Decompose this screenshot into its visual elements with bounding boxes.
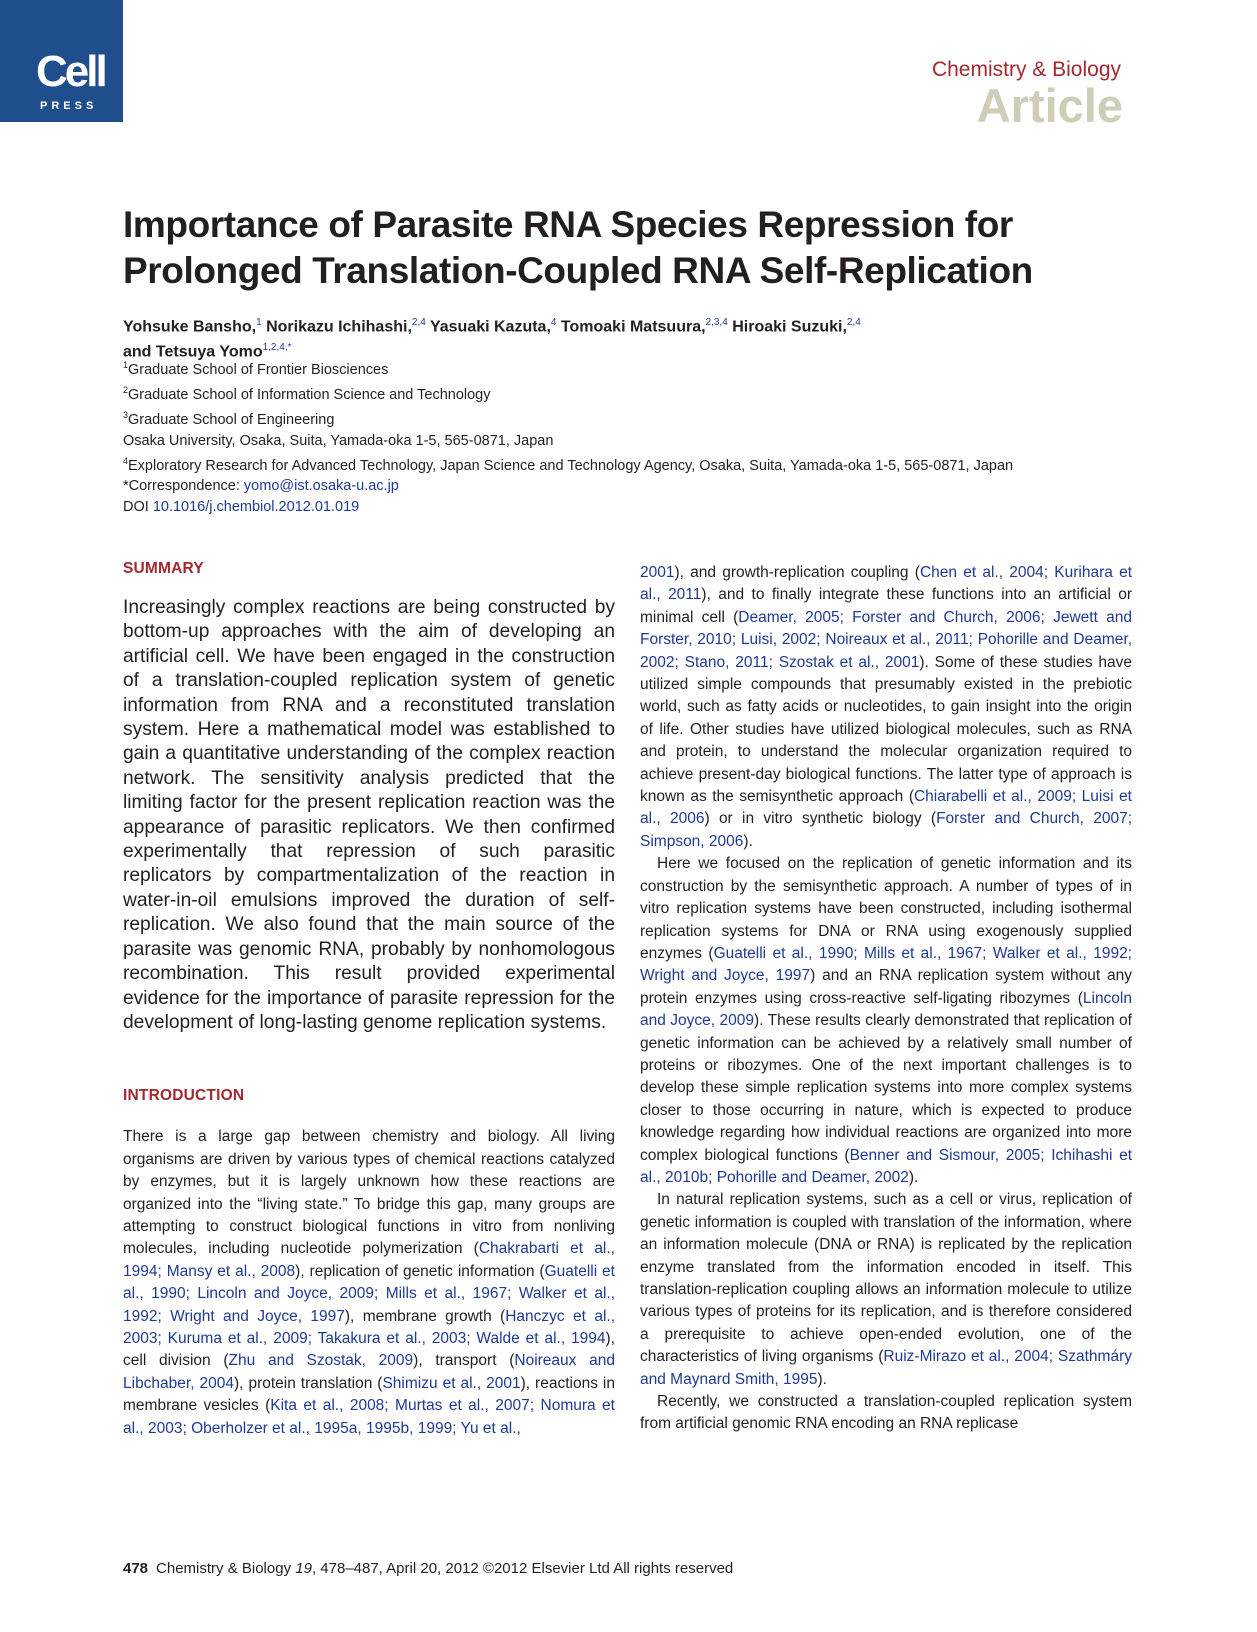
author-name: Yohsuke Bansho,	[123, 318, 257, 336]
journal-name: Chemistry & Biology	[931, 58, 1121, 81]
footer-volume: 19	[295, 1560, 312, 1577]
body-text: ).	[743, 832, 753, 850]
body-text: ), transport (	[413, 1352, 515, 1370]
body-text: In natural replication systems, such as a cell or virus, replication of genetic information is coupled with translation of the information, where an information molecule (DNA or RNA) is replicated by the replication enzyme translated from the information encoded in itself. This translation-replication coupling allows an information molecule to utilize various types of proteins for its replication, and is therefore considered a prerequisite to achieve open-ended evolution, one of the characteristics of living organisms (	[640, 1191, 1132, 1366]
affiliation-text: Exploratory Research for Advanced Technology, Japan Science and Technology Agency, Osaka, Suita, Yamada-oka 1-5, 565-0871, Japan	[128, 457, 1014, 474]
affiliation-text: Graduate School of Engineering	[128, 412, 335, 429]
affiliation-4	[123, 451, 1143, 476]
affiliation-number: 4	[123, 456, 129, 467]
body-text: Here we focused on the replication of genetic information and its construction by the semisynthetic approach. A number of types of in vitro replication systems have been constructed, including isothermal replication systems for DNA or RNA using exogenously supplied enzymes (	[640, 855, 1132, 962]
doi-link[interactable]: 10.1016/j.chembiol.2012.01.019	[152, 498, 360, 515]
body-text: ) or in vitro synthetic biology (	[704, 810, 937, 828]
affiliation-text: Graduate School of Frontier Biosciences	[128, 361, 389, 378]
left-column	[123, 560, 615, 1440]
body-text: ), reactions in membrane vesicles (	[123, 1374, 615, 1415]
author-affiliation-ref[interactable]: 1	[256, 317, 262, 328]
citation-link[interactable]: 2001	[640, 564, 675, 581]
body-text: ), and to finally integrate these functions into an artificial or minimal cell (	[640, 586, 1132, 626]
author-affiliation-ref[interactable]: 2,4	[411, 317, 426, 328]
citation-link[interactable]: Guatelli et al., 1990; Mills et al., 1967; Walker et al., 1992; Wright and Joyce, 1997	[640, 944, 1132, 985]
affiliation-number: 2	[123, 385, 129, 396]
body-text: ), protein translation (	[234, 1374, 383, 1392]
footer-journal: Chemistry & Biology	[156, 1560, 296, 1577]
article-type: Article	[976, 79, 1123, 132]
body-text: ), replication of genetic information (	[295, 1262, 545, 1280]
intro-paragraph-1-cont	[640, 562, 1132, 853]
body-text: ). Some of these studies have utilized simple compounds that presumably existed in the prebiotic world, such as fatty acids or nucleotides, to gain insight into the origin of life. Other studies have utilized biological molecules, such as RNA and protein, to understand the molecular organization required to achieve present-day biological functions. The latter type of approach is known as the semisynthetic approach (	[640, 653, 1132, 806]
author-affiliation-ref[interactable]: 2,4	[846, 317, 861, 328]
paper-title	[123, 202, 1133, 294]
doi-label: DOI	[123, 498, 153, 515]
logo-sub-text: PRESS	[40, 100, 98, 112]
affiliation-1	[123, 355, 1143, 380]
author-name: Norikazu Ichihashi,	[261, 318, 412, 336]
affiliation-2	[123, 380, 1143, 405]
intro-paragraph-4	[640, 1391, 1132, 1436]
body-text: ) and an RNA replication system without any protein enzymes using cross-reactive self-ligating ribozymes (	[640, 967, 1132, 1007]
author-affiliation-ref[interactable]: 1,2,4,*	[262, 342, 292, 354]
doi	[123, 497, 1143, 517]
summary-heading: SUMMARY	[123, 560, 204, 577]
affiliation-university: Osaka University, Osaka, Suita, Yamada-oka 1-5, 565-0871, Japan	[123, 432, 554, 449]
correspondence	[123, 476, 1143, 496]
body-text: ), cell division (	[123, 1329, 615, 1370]
citation-link[interactable]: Guatelli et al., 1990; Lincoln and Joyce, 2009; Mills et al., 1967; Walker et al., 1992; Wright and Joyce, 1997	[123, 1262, 615, 1325]
body-text: ). These results clearly demonstrated that replication of genetic information can be achieved by a relatively small number of proteins or ribozymes. One of the next important challenges is to develop these simple replication systems into more complex systems closer to those occurring in nature, which is expected to produce knowledge regarding how individual reactions are organized into more complex biological functions (	[640, 1012, 1132, 1164]
intro-paragraph-2	[640, 853, 1132, 1189]
author-name: and Tetsuya Yomo	[123, 343, 263, 361]
introduction-heading: INTRODUCTION	[123, 1087, 245, 1105]
cell-press-logo	[0, 0, 123, 122]
summary-text: Increasingly complex reactions are being constructed by bottom-up approaches with the aim of developing an artificial cell. We have been engaged in the construction of a translation-coupled replication system of genetic information from RNA and a reconstituted translation system. Here a mathematical model was established to gain a quantitative understanding of the complex reaction network. The sensitivity analysis predicted that the limiting factor for the present replication reaction was the appearance of parasitic replicators. We then confirmed experimentally that repression of such parasitic replicators by compartmentalization of the reaction in water-in-oil emulsions improved the duration of self-replication. We also found that the main source of the parasite was genomic RNA, probably by nonhomologous recombination. This result provided experimental evidence for the importance of parasite repression for the development of long-lasting genome replication systems.	[123, 597, 615, 1033]
author-affiliation-ref[interactable]: 4	[550, 317, 557, 328]
citation-link[interactable]: Chen et al., 2004; Kurihara et al., 2011	[640, 564, 1132, 604]
citation-link[interactable]: Noireaux and Libchaber, 2004	[123, 1352, 615, 1392]
correspondence-email-link[interactable]: yomo@ist.osaka-u.ac.jp	[243, 478, 399, 495]
author-name: Tomoaki Matsuura,	[556, 318, 706, 336]
affiliation-number: 3	[123, 410, 129, 421]
affiliation-3	[123, 405, 1143, 430]
citation-link[interactable]: Kita et al., 2008; Murtas et al., 2007; Nomura et al., 2003; Oberholzer et al., 1995a, 1995b, 1999; Yu et al.,	[123, 1397, 615, 1437]
right-column	[640, 562, 1132, 1436]
citation-link[interactable]: Chiarabelli et al., 2009; Luisi et al., 2006	[640, 788, 1132, 828]
body-text: Recently, we constructed a translation-coupled replication system from artificial genomic RNA encoding an RNA replicase	[640, 1393, 1132, 1433]
logo-main-text: Cell	[36, 47, 105, 96]
page-footer	[123, 1560, 733, 1577]
footer-citation: , 478–487, April 20, 2012 ©2012 Elsevier Ltd All rights reserved	[311, 1560, 734, 1577]
body-text: ).	[908, 1168, 919, 1186]
correspondence-label: *Correspondence:	[123, 478, 244, 495]
citation-link[interactable]: Forster and Church, 2007; Simpson, 2006	[640, 810, 1132, 850]
citation-link[interactable]: Deamer, 2005; Forster and Church, 2006; Jewett and Forster, 2010; Luisi, 2002; Noireaux et al., 2011; Pohorille and Deamer, 2002; Stano, 2011; Szostak et al., 2001	[640, 608, 1132, 671]
citation-link[interactable]: Zhu and Szostak, 2009	[228, 1352, 414, 1370]
page-number: 478	[123, 1560, 149, 1577]
citation-link[interactable]: Benner and Sismour, 2005; Ichihashi et al., 2010b; Pohorille and Deamer, 2002	[640, 1146, 1132, 1186]
author-name: Yasuaki Kazuta,	[425, 318, 551, 336]
intro-paragraph-1	[123, 1126, 615, 1440]
body-text: ).	[817, 1370, 827, 1388]
affiliation-number: 1	[123, 360, 129, 370]
author-affiliation-ref[interactable]: 2,3,4	[705, 317, 728, 328]
title-line-2: Prolonged Translation-Coupled RNA Self-Replication	[123, 250, 1033, 291]
body-text: ), membrane growth (	[344, 1307, 506, 1325]
citation-link[interactable]: Lincoln and Joyce, 2009	[640, 989, 1132, 1030]
body-text: ), and growth-replication coupling (	[674, 564, 920, 581]
affiliation-text: Graduate School of Information Science and Technology	[128, 387, 491, 404]
body-text: There is a large gap between chemistry and biology. All living organisms are driven by various types of chemical reactions catalyzed by enzymes, but it is largely unknown how these reactions are organized into the “living state.” To bridge this gap, many groups are attempting to construct biological functions in vitro from nonliving molecules, including nucleotide polymerization (	[123, 1128, 615, 1258]
affiliations	[123, 355, 1143, 517]
citation-link[interactable]: Chakrabarti et al., 1994; Mansy et al., 2008	[123, 1240, 615, 1280]
author-name: Hiroaki Suzuki,	[727, 318, 847, 336]
citation-link[interactable]: Hanczyc et al., 2003; Kuruma et al., 2009; Takakura et al., 2003; Walde et al., 1994	[123, 1307, 615, 1347]
title-line-1: Importance of Parasite RNA Species Repression for	[123, 204, 1013, 245]
citation-link[interactable]: Ruiz-Mirazo et al., 2004; Szathmáry and Maynard Smith, 1995	[640, 1348, 1132, 1388]
intro-paragraph-3	[640, 1189, 1132, 1391]
citation-link[interactable]: Shimizu et al., 2001	[382, 1374, 521, 1392]
